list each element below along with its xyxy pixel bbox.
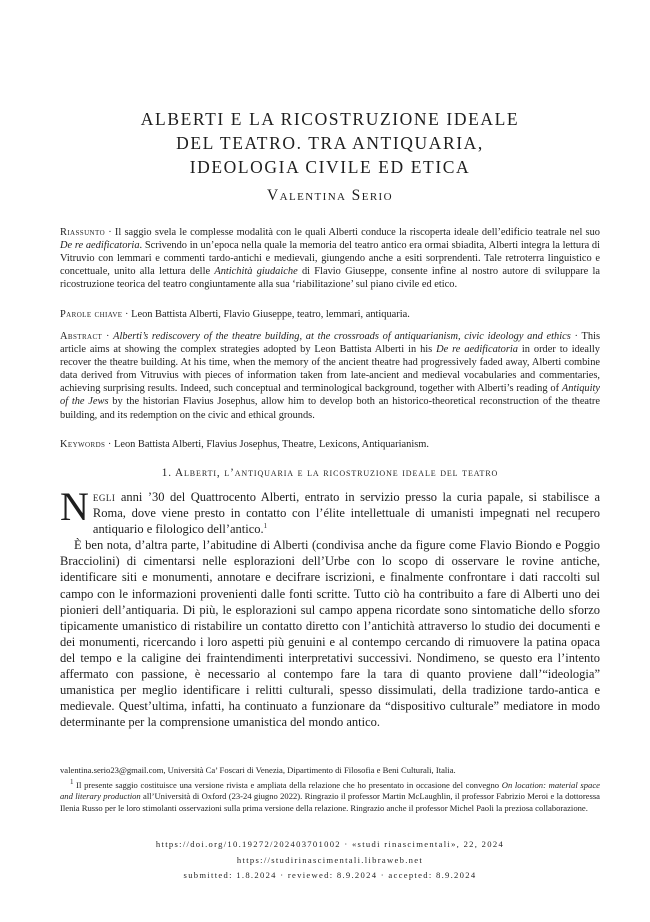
parole-chiave-text: Leon Battista Alberti, Flavio Giuseppe, teatro, lemmari, antiquaria.: [131, 309, 410, 320]
doi-line[interactable]: https://doi.org/10.19272/202403701002 · «studi rinascimentali», 22, 2024: [155, 839, 505, 849]
abstract-block: [60, 330, 600, 422]
riassunto-block: [60, 226, 600, 291]
footnote-1-text-b: all’Università di Oxford (23-24 giugno 2022). Ringrazio il professor Martin McLaughlin, il professor Fabrizio Meroi e la dottoressa Ilenia Russo per le loro stimolanti osservazioni sulla prima versione della relazione. Ringrazio anche il professor Michel Paoli la preziosa collaborazione.: [60, 791, 600, 813]
abstract-italic-title: Alberti’s rediscovery of the theatre building, at the crossroads of antiquarianism, civic ideology and ethics: [113, 331, 571, 342]
keywords-block: [60, 438, 600, 451]
abstract-separator-2: ·: [570, 331, 582, 342]
abstract-text-b: in order to ideally recover the theatre building. At his time, when the memory of the ancient theatre had progressively faded away, Alberti combine data derived from Vitruvius with pieces of information taken from late-ancient and medieval vocabularies and commentaries, achieving surprising results. Indeed, such conceptual and terminological background, together with Alberti’s reading of: [60, 344, 600, 395]
footnote-1-number: 1: [70, 778, 74, 787]
footnote-1-text-a: Il presente saggio costituisce una versione rivista e ampliata della relazione che ho presentato in occasione del convegno: [76, 780, 502, 790]
submission-dates: submitted: 1.8.2024 · reviewed: 8.9.2024 · accepted: 8.9.2024: [183, 870, 477, 880]
paragraph-1-text: anni ’30 del Quattrocento Alberti, entrato in servizio presso la curia papale, si stabilisce a Roma, dove viene presto in contatto con l’élite intellettuale di umanisti impegnati nel recupero antiquario e filologico dell’antico.: [92, 490, 600, 537]
paragraph-1: [60, 484, 600, 537]
footnote-1: [60, 780, 600, 814]
abstract-separator: ·: [102, 331, 114, 342]
abstract-text-c: by the historian Flavius Josephus, allow him to develop both an historico-theoretical reconstruction of the theatre building, and its redemption on the civic and ethical grounds.: [60, 396, 601, 421]
body-text: [60, 484, 600, 730]
opening-smallcaps: egli: [92, 490, 116, 504]
riassunto-text-b: . Scrivendo in un’epoca nella quale la memoria del teatro antico era ormai sbiadita, Alberti integra la lettura di Vitruvio con lemmari e commenti tardo-antichi e medievali, giungendo anche a esiti sorprendenti. Tale retroterra linguistico e concettuale, unito alla lettura delle: [60, 240, 600, 278]
parole-chiave-block: [60, 308, 600, 321]
paragraph-2: È ben nota, d’altra parte, l’abitudine di Alberti (condivisa anche da figure come Flavio Biondo e Poggio Bracciolini) di cimentarsi nelle esplorazioni dell’Urbe con lo scopo di osservare le rovine antiche, identificare siti e monumenti, annotare e decifrare iscrizioni, e finalmente confrontare i dati raccolti sul campo con le informazioni provenienti dalle fonti scritte. Tutto ciò ha contribuito a fare di Alberti uno dei pionieri dell’antiquaria. Di più, le esplorazioni sul campo appena ricordate sono sintomatiche dello sforzo tipicamente umanistico di ristabilire un contatto diretto con l’antichità attraverso lo studio dei documenti e dei monumenti, ricercando i loro aspetti più genuini e al contempo cercando di rimuovere la patina opaca del tempo e la caligine dei fraintendimenti interpretativi successivi. Nondimeno, se questo era l’intento affermato con passione, è necessario al contempo fare la tara di quanto proviene dall’“ideologia” umanistica per meglio identificare i relitti culturali, spesso dissimulati, della tradizione tardo-antica e medievale. Quest’ultima, infatti, ha continuato a funzionare da “dispositivo culturale” mediatore in modo determinante per la comprensione umanistica del mondo antico.: [60, 538, 600, 730]
title-line-1: ALBERTI E LA RICOSTRUZIONE IDEALE: [140, 109, 520, 129]
abstract-work: De re aedificatoria: [436, 344, 518, 356]
riassunto-work: De re aedificatoria: [60, 240, 140, 252]
drop-cap: N: [60, 484, 89, 529]
footnote-1-italic: On location: material space and literary production: [60, 780, 600, 802]
author-name: Valentina Serio: [267, 187, 393, 204]
keywords-text: Leon Battista Alberti, Flavius Josephus, Theatre, Lexicons, Antiquarianism.: [113, 439, 429, 450]
abstract-label: Abstract: [60, 331, 103, 342]
riassunto-text-c: di Flavio Giuseppe, consente infine al nostro autore di sviluppare la ricostruzione teorica del teatro congiuntamente alla sua ‘riabilitazione’ sul piano civile ed etico.: [60, 266, 600, 291]
riassunto-separator: ·: [105, 227, 115, 238]
abstract-text-a: This article aims at showing the complex strategies adopted by Leon Battista Alberti in his: [60, 331, 601, 356]
riassunto-label: Riassunto: [60, 227, 106, 238]
parole-chiave-separator: ·: [122, 309, 132, 320]
footnote-ref-1[interactable]: 1: [263, 522, 268, 531]
section-heading: 1. Alberti, l’antiquaria e la ricostruzione ideale del teatro: [161, 467, 499, 479]
riassunto-text-a: Il saggio svela le complesse modalità con le quali Alberti conduce la riscoperta ideale dell’edificio teatrale nel suo: [114, 227, 600, 238]
journal-url[interactable]: https://studirinascimentali.libraweb.net: [236, 855, 424, 865]
parole-chiave-label: Parole chiave: [60, 309, 123, 320]
title-line-2: DEL TEATRO. TRA ANTIQUARIA,: [176, 133, 484, 153]
keywords-label: Keywords: [60, 439, 106, 450]
keywords-separator: ·: [105, 439, 114, 450]
author-affiliation: valentina.serio23@gmail.com, Università Ca’ Foscari di Venezia, Dipartimento di Filosofia e Beni Culturali, Italia.: [60, 765, 456, 775]
abstract-work-2: Antiquity of the Jews: [60, 383, 600, 408]
title-line-3: IDEOLOGIA CIVILE ED ETICA: [189, 157, 471, 177]
article-title: [60, 107, 600, 179]
riassunto-work-2: Antichità giudaiche: [214, 266, 298, 278]
